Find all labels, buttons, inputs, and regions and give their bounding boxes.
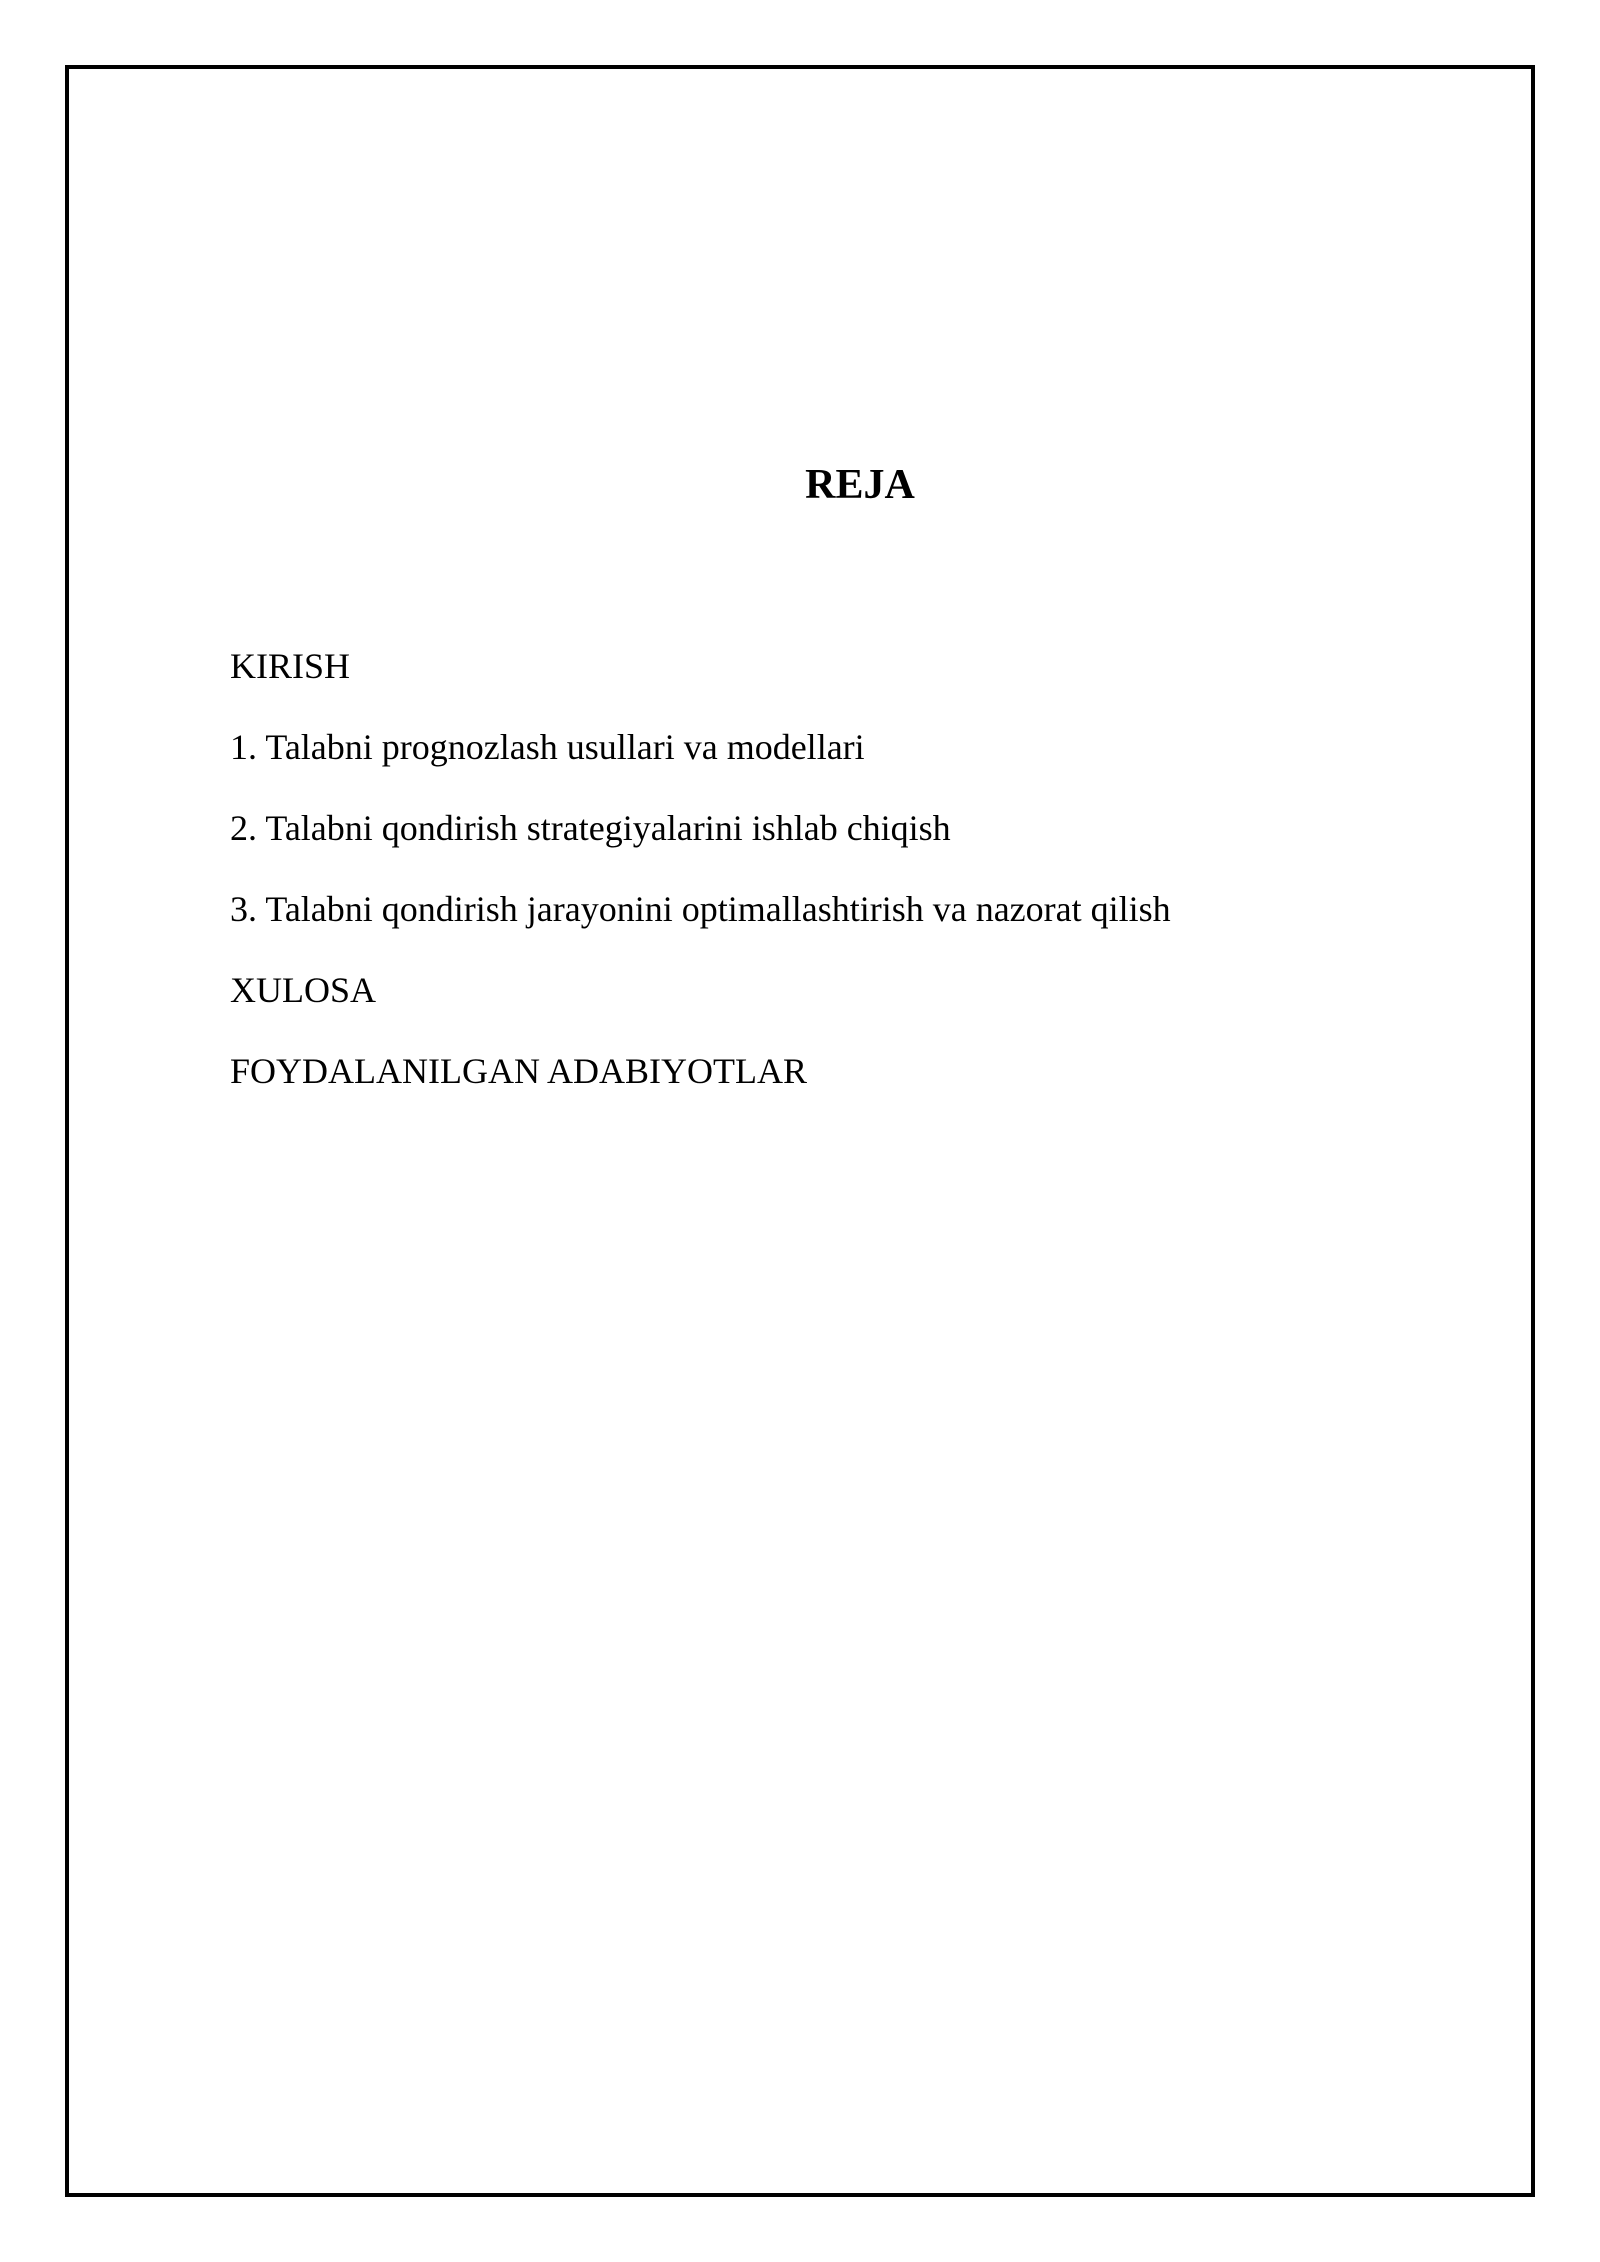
plan-item-conclusion: XULOSA — [230, 970, 377, 1010]
page-title: REJA — [805, 462, 915, 508]
plan-item-references: FOYDALANILGAN ADABIYOTLAR — [230, 1051, 807, 1091]
plan-item-chapter-3: 3. Talabni qondirish jarayonini optimallashtirish va nazorat qilish — [230, 889, 1171, 929]
page-border — [65, 65, 1535, 2197]
plan-item-chapter-1: 1. Talabni prognozlash usullari va modellari — [230, 727, 865, 767]
plan-item-chapter-2: 2. Talabni qondirish strategiyalarini ishlab chiqish — [230, 808, 951, 848]
plan-item-introduction: KIRISH — [230, 646, 351, 686]
plan-list — [230, 638, 1171, 1124]
